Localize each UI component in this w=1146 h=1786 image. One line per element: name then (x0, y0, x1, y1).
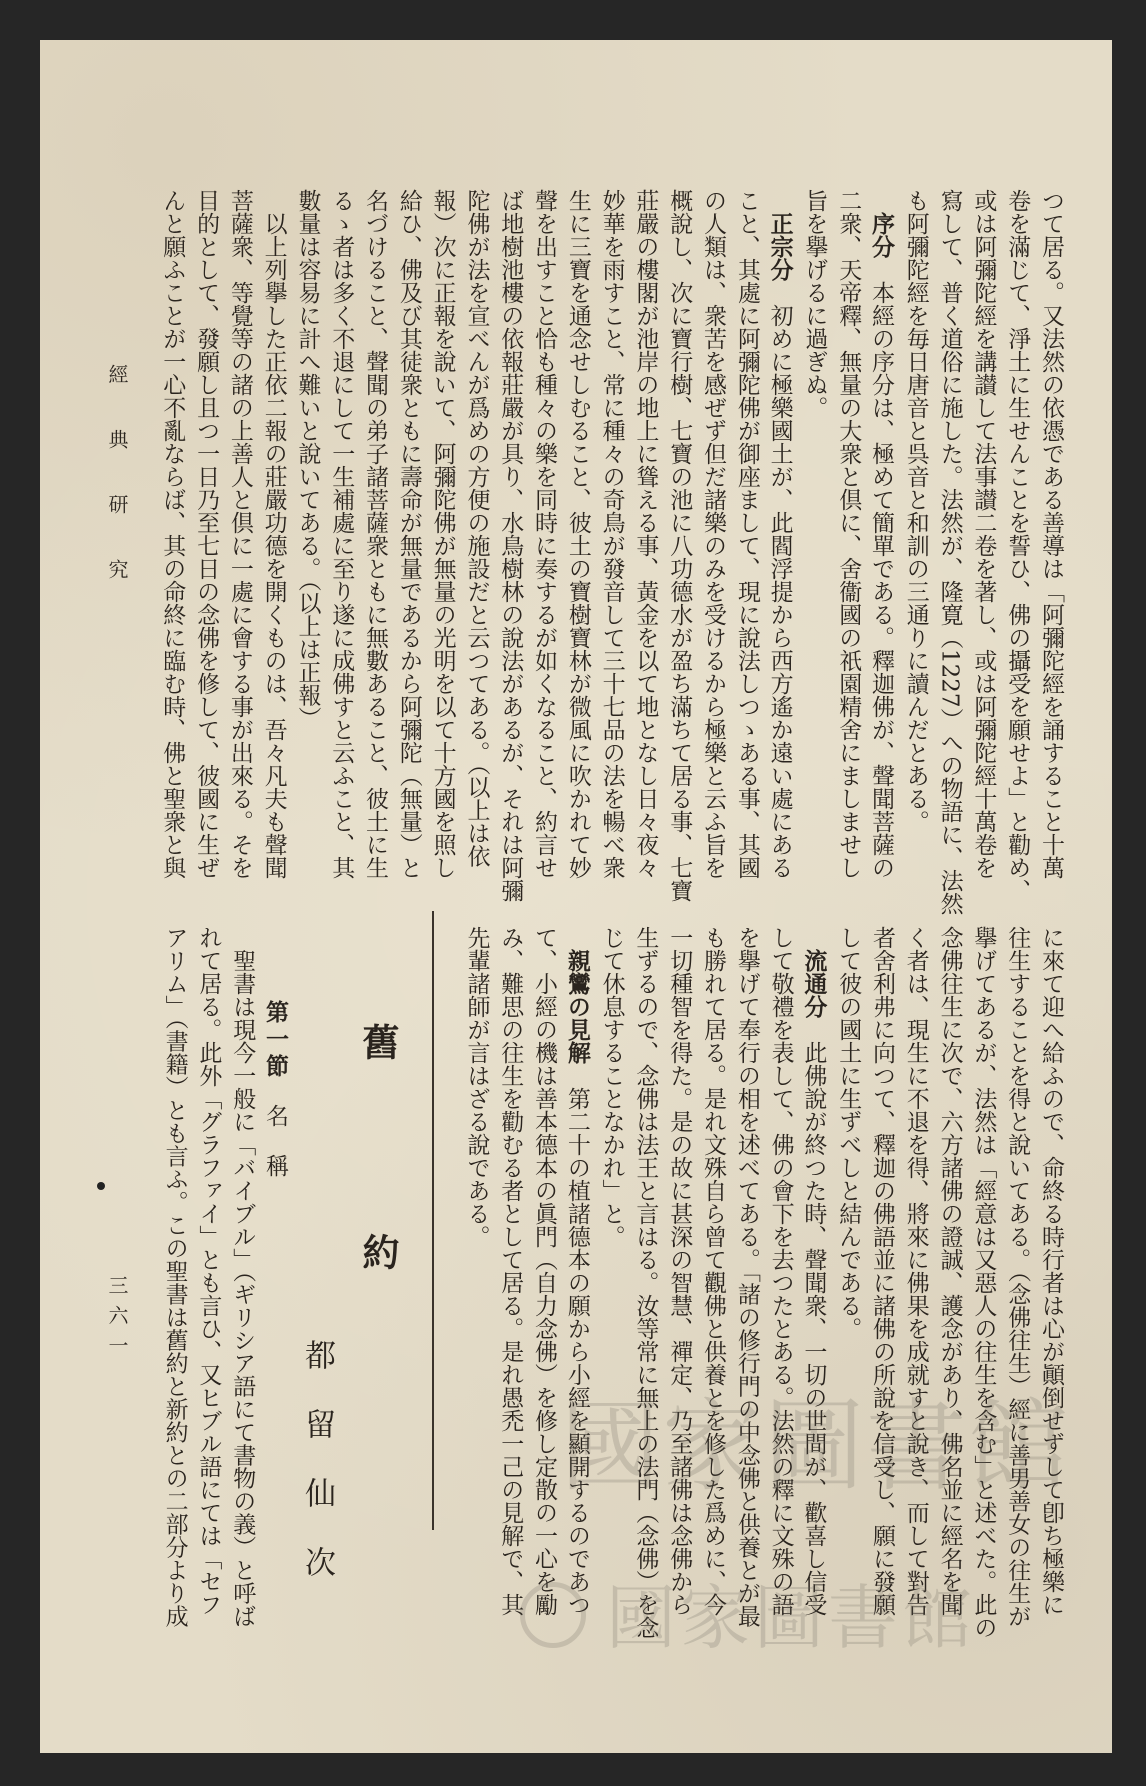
page-number: 三六一 (105, 1275, 129, 1365)
text-column: こと、其處に阿彌陀佛が御座まして、現に說法しつゝある事、其國 (733, 189, 760, 879)
section-heading: 正宗分 (766, 212, 794, 281)
section-title: 名稱 (261, 1104, 288, 1204)
text-column: 數量は容易に計へ難いと說いてある。（以上は正報） (294, 189, 321, 730)
section-body-text: 初めに極樂國土が、此閻浮提から西方遙か遠い處にある (766, 304, 793, 879)
text-column: 寫して、普く道俗に施した。法然が、隆寛（1227）への物語に、法然 (936, 189, 963, 915)
text-column: つて居る。又法然の依憑である善導は「阿彌陀經を誦すること十萬 (1037, 189, 1064, 879)
text-column: るゝ者は多く不退にして一生補處に至り遂に成佛すと云ふこと、其 (328, 189, 355, 879)
text-column (560, 926, 594, 1646)
text-column: 往生することを得と說いてある。（念佛往生）經に善男善女の往生が (1004, 926, 1031, 1628)
text-column: 擧げてあるが、法然は「經意は又惡人の往生を含む」と述べた。此の (970, 926, 997, 1639)
text-column: 生に三寶を通念せしむること、彼土の寶樹寶林が微風に吹かれて妙 (564, 189, 591, 879)
text-column: 菩薩衆、等覺等の諸の上善人と倶に一處に會する事が出來る。そを (226, 189, 253, 879)
text-column (864, 189, 898, 909)
text-column: 報）次に正報を說いて、阿彌陀佛が無量の光明を以て十方國を照し (429, 189, 456, 879)
text-column: れて居る。此外「グラファイ」とも言ひ、又ヒブル語にては「セフ (195, 926, 222, 1616)
article-divider-rule (432, 911, 434, 1530)
text-column (797, 926, 831, 1646)
article-text-block (157, 926, 292, 1646)
text-column: 目的として、發願し且つ一日乃至七日の念佛を修して、彼國に生ぜ (193, 189, 220, 879)
text-column: て、小經の機は善本德本の眞門（自力念佛）を修し定散の一心を勵 (531, 926, 558, 1616)
text-column: 莊嚴の樓閣が池岸の地上に聳える事、黃金を以て地となし日々夜々 (632, 189, 659, 879)
section-heading: 流通分 (800, 949, 828, 1018)
text-column: して敬禮を表して、佛の會下を去つたとある。法然の釋に文殊の語 (767, 926, 794, 1616)
section-heading: 序分 (868, 212, 895, 258)
article-author: 都留仙次 (299, 1339, 335, 1615)
text-column: 生ずるので、念佛は法王と言はる。汝等常に無上の法門（念佛）を念 (632, 926, 659, 1639)
text-column: 概說し、次に寶行樹、七寶の池に八功德水が盈ち滿ちて居る事、七寶 (666, 189, 693, 902)
section-heading: 親鸞の見解 (563, 949, 591, 1064)
text-column: 者舍利弗に向つて、釋迦の佛語並に諸佛の所說を信受し、願に發願 (869, 926, 895, 1616)
text-column: 旨を擧げるに過ぎぬ。 (801, 189, 828, 419)
text-column: 或は阿彌陀經を講讃して法事讃二卷を著し、或は阿彌陀經十萬卷を (970, 189, 997, 879)
section-body-text: 此佛說が終つた時、聲聞衆、一切の世間が、歡喜し信受 (800, 1041, 827, 1616)
text-column: 聖書は現今一般に「バイブル」（ギリシア語にて書物の義）と呼ば (229, 949, 256, 1628)
text-column: 一切種智を得た。是の故に甚深の智慧、禪定、乃至諸佛は念佛から (666, 926, 693, 1616)
margin-dot (97, 1182, 105, 1190)
section-number: 第一節 (261, 1000, 289, 1081)
watermark-logo-icon (520, 1582, 586, 1648)
text-column: 陀佛が法を宣べんが爲めの方便の施設だと云つてある。（以上は依 (463, 189, 490, 868)
text-column: 卷を滿じて、淨土に生せんことを誓ひ、佛の攝受を願せよ」と勸め、 (1004, 189, 1031, 902)
library-watermark-secondary: 國家圖書館 (606, 1577, 976, 1659)
text-column: く者は、現生に不退を得、將來に佛果を成就すと說き、而して對告 (902, 926, 929, 1616)
text-column: 聲を出すこと恰も種々の樂を同時に奏するが如くなること、約言せ (531, 189, 558, 879)
text-column: 二衆、天帝釋、無量の大衆と倶に、舍衞國の祇園精舍にましませし (835, 189, 862, 879)
text-column: ば地樹池樓の依報莊嚴が具り、水鳥樹林の說法があるが、それは阿彌 (497, 189, 524, 902)
text-column (763, 189, 797, 909)
text-column: 名づけること、聲聞の弟子諸菩薩衆ともに無數あること、彼土に生 (362, 189, 389, 879)
text-column: 以上列擧した正依二報の莊嚴功德を開くものは、吾々凡夫も聲聞 (260, 212, 287, 879)
text-column: 念佛往生に次で、六方諸佛の證誠、護念があり、佛名並に經名を聞 (936, 926, 963, 1616)
lower-right-text-block (459, 926, 1067, 1646)
text-column: して彼の國土に生ずべしと結んである。 (835, 926, 862, 1340)
text-column: 妙華を雨すこと、常に種々の奇鳥が發音して三十七品の法を暢べ衆 (598, 189, 625, 879)
text-column: アリム」（書籍）とも言ふ。この聖書は舊約と新約との二部分より成 (161, 926, 188, 1628)
text-column: じて休息することなかれ」と。 (598, 926, 625, 1248)
text-column: も阿彌陀經を毎日唐音と呉音と和訓の三通りに讀んだとある。 (902, 189, 929, 833)
text-column: み、難思の往生を勸むる者として居る。是れ愚禿一己の見解で、其 (497, 926, 524, 1616)
section-title-line (258, 926, 292, 1646)
article-title: 舊約 (356, 1023, 400, 1443)
text-column: んと願ふことが一心不亂ならば、其の命終に臨む時、佛と聖衆と與 (159, 189, 186, 879)
upper-text-block (154, 189, 1067, 915)
section-body-text: 本經の序分は、極めて簡單である。釋迦佛が、聲聞菩薩の (868, 281, 894, 879)
text-column: を擧げて奉行の相を述べてある。「諸の修行門の中念佛と供養とが最 (733, 926, 760, 1628)
text-column: に來て迎へ給ふので、命終る時行者は心が顚倒せずして卽ち極樂に (1037, 926, 1064, 1616)
running-head: 經典研究 (105, 364, 129, 624)
text-column: 先輩諸師が言はざる說である。 (463, 926, 490, 1248)
library-watermark: 國家圖書館 (560, 1388, 1070, 1505)
text-column: の人類は、衆苦を感ぜず但だ諸樂のみを受けるから極樂と云ふ旨を (700, 189, 727, 879)
section-body-text: 第二十の植諸德本の願から小經を顯開するのであつ (563, 1087, 590, 1616)
text-column: 給ひ、佛及び其徒衆ともに壽命が無量であるから阿彌陀（無量）と (395, 189, 422, 879)
text-column: も勝れて居る。是れ文殊自ら曾て觀佛と供養とを修した爲めに、今 (700, 926, 727, 1616)
